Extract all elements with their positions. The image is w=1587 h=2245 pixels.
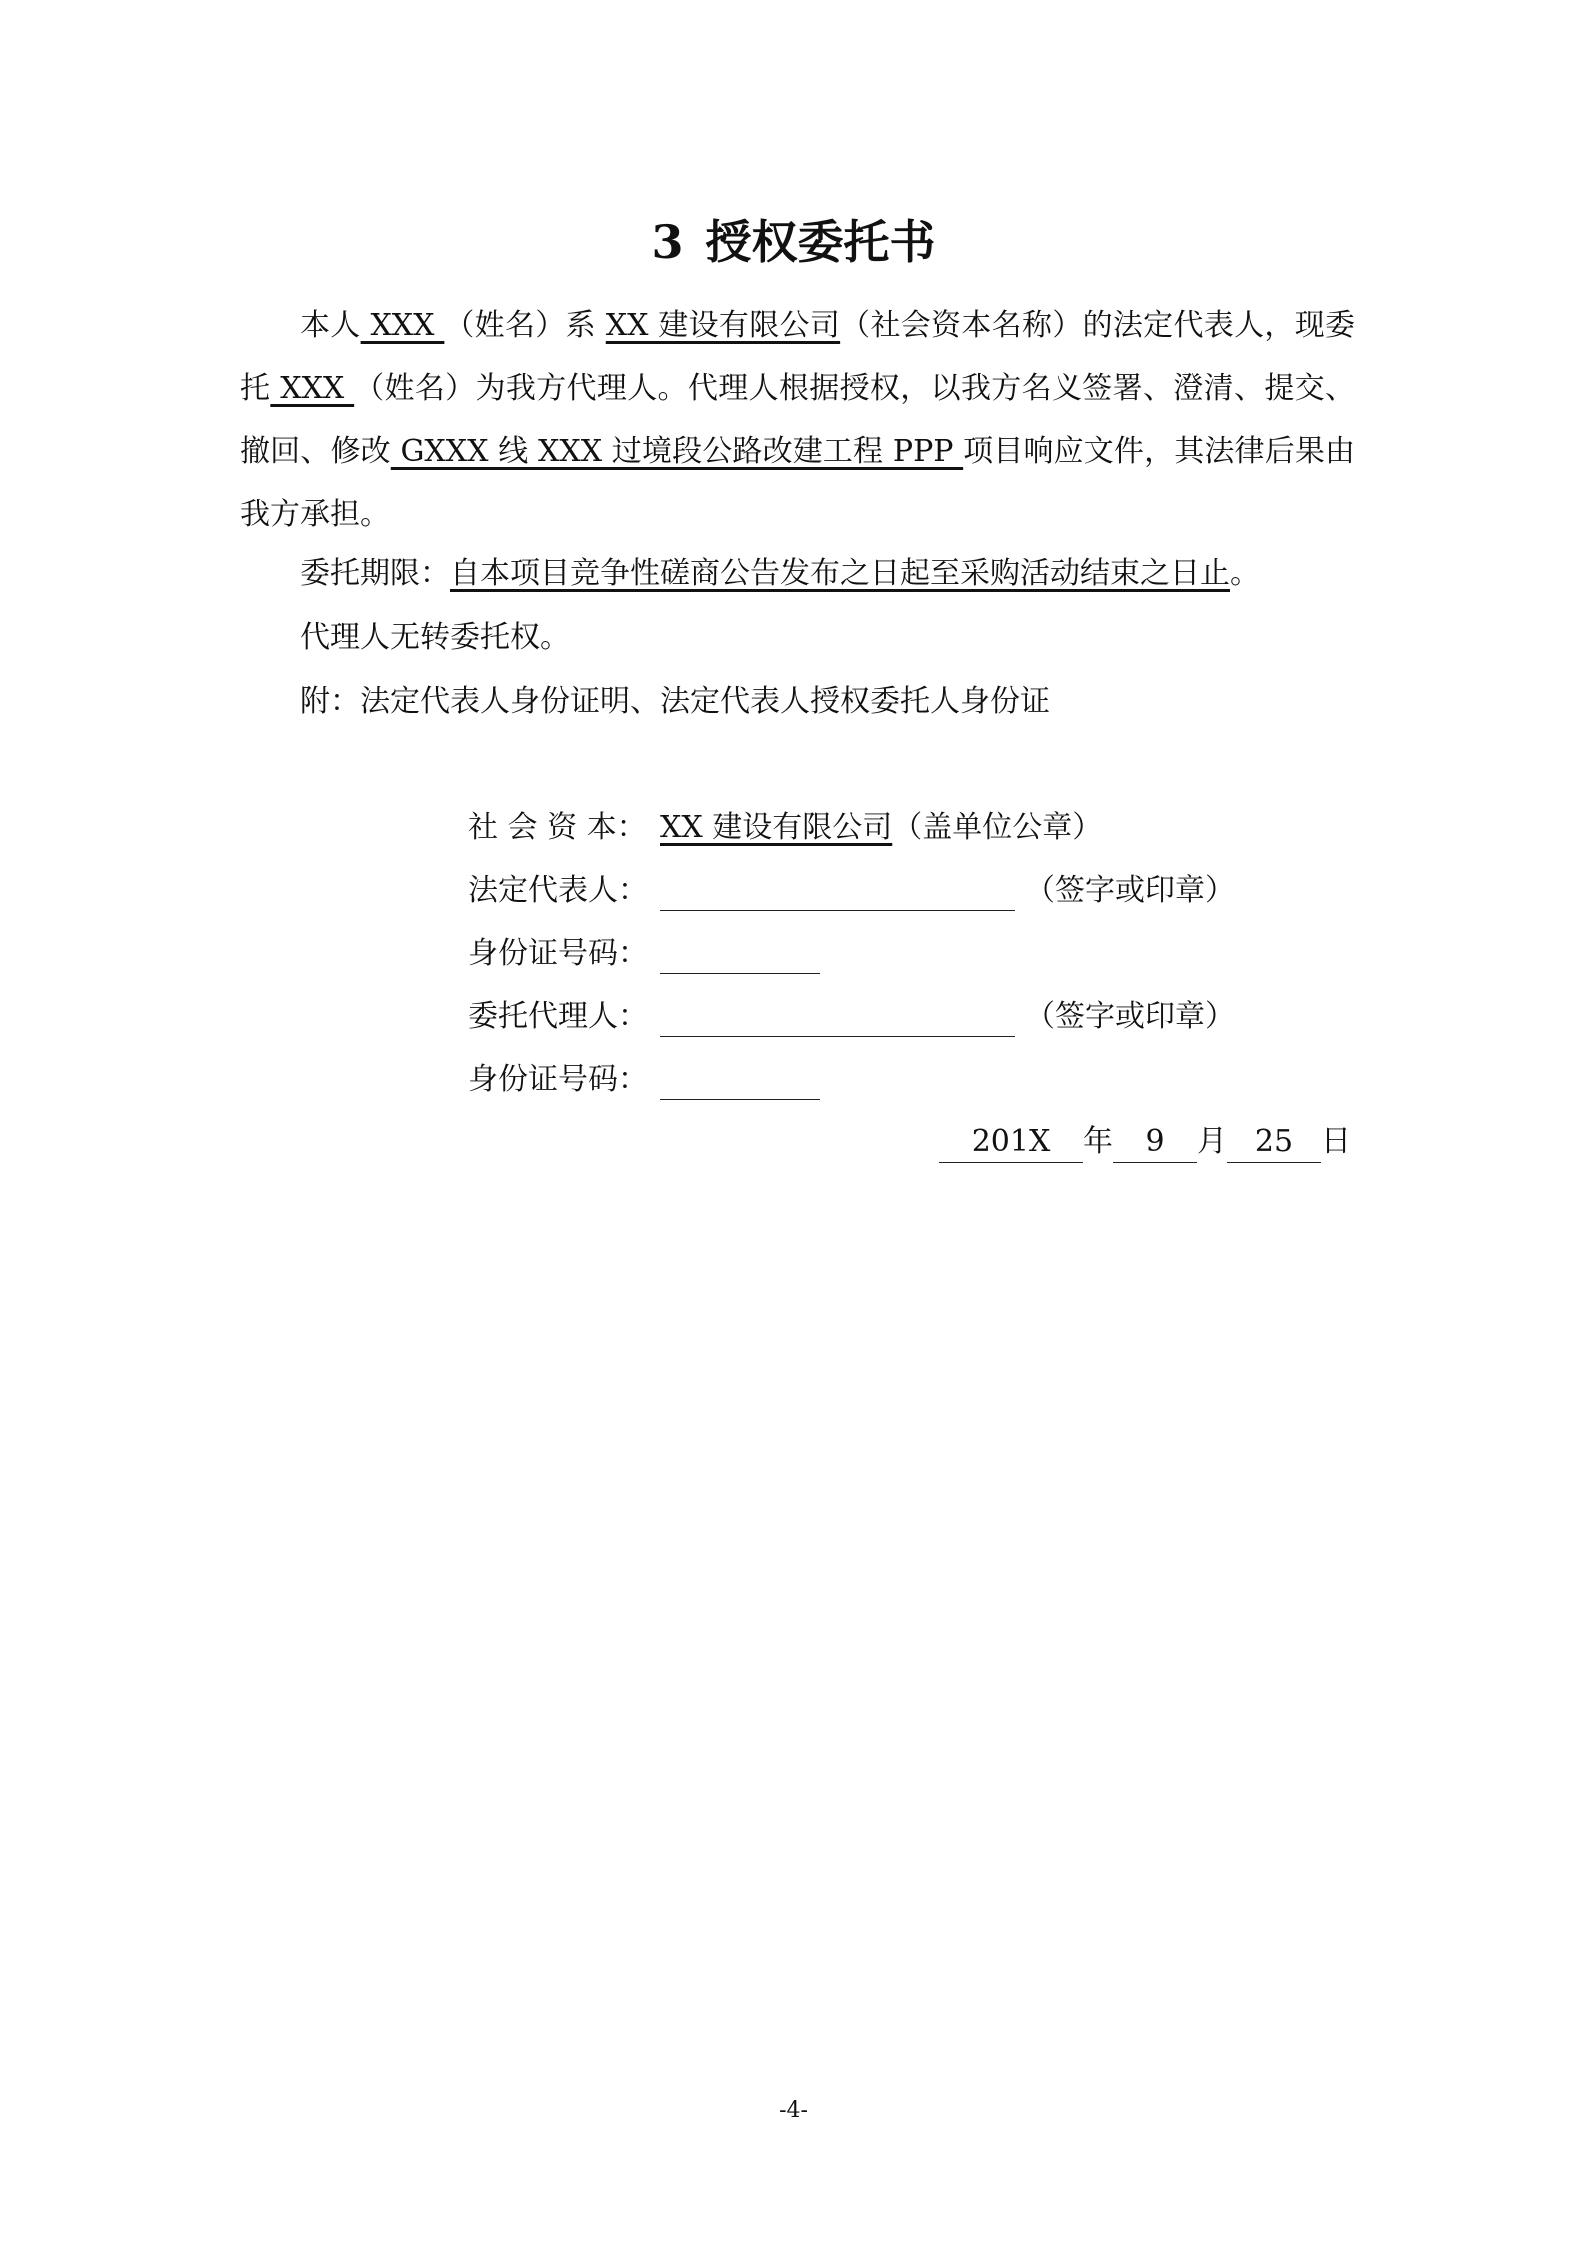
id1-blank[interactable] [660,945,820,974]
company-name: XX 建设有限公司 [605,308,841,343]
signature-id1-row [468,934,820,974]
date-line [939,1122,1351,1163]
authorization-paragraph [240,294,1355,546]
id2-blank[interactable] [660,1071,820,1100]
title-text: 授权委托书 [705,215,936,269]
date-month-unit: 月 [1197,1124,1227,1159]
id1-label: 身份证号码： [468,936,648,971]
page-number: -4- [779,2098,808,2123]
signature-id2-row [468,1060,820,1100]
agent-label: 委托代理人： [468,999,648,1034]
term-end: 。 [1230,556,1260,591]
date-year-unit: 年 [1083,1124,1113,1159]
attachment-line: 附：法定代表人身份证明、法定代表人授权委托人身份证 [300,684,1050,719]
no-transfer-line: 代理人无转委托权。 [300,620,570,655]
signature-legal-rep-row [468,871,1235,911]
project-name: GXXX 线 XXX 过境段公路改建工程 PPP [390,434,964,469]
signature-agent-row [468,997,1235,1037]
date-day-unit: 日 [1321,1124,1351,1159]
para-text-5: 项目响应文件，其法律后果由我方承担。 [240,434,1356,532]
para-text-1: 本人 [300,308,361,343]
agent-note: （签字或印章） [1025,999,1235,1034]
legal-rep-blank[interactable] [660,882,1015,911]
term-value: 自本项目竞争性磋商公告发布之日起至采购活动结束之日止 [450,556,1230,591]
date-day: 25 [1227,1122,1321,1163]
legal-rep-note: （签字或印章） [1025,873,1235,908]
para-text-2: （姓名）系 [444,308,606,343]
title-number: 3 [651,215,684,269]
id2-label: 身份证号码： [468,1062,648,1097]
capital-label: 社 会 资 本： [468,810,647,845]
date-month: 9 [1113,1122,1197,1163]
capital-value: XX 建设有限公司 [660,810,893,845]
signature-capital-row [468,808,1102,848]
agent-name: XXX [270,371,355,406]
term-label: 委托期限： [300,556,450,591]
principal-name: XXX [360,308,445,343]
date-year: 201X [939,1122,1083,1163]
agent-blank[interactable] [660,1008,1015,1037]
legal-rep-label: 法定代表人： [468,873,648,908]
capital-note: （盖单位公章） [892,810,1103,845]
para-text-3: （社会资本名称）的法定代表人，现委托 [240,308,1356,406]
page-title [0,212,1587,272]
term-line [300,554,1260,594]
para-text-4: （姓名）为我方代理人。代理人根据授权，以我方名义签署、澄清、提交、撤回、修改 [240,371,1355,469]
